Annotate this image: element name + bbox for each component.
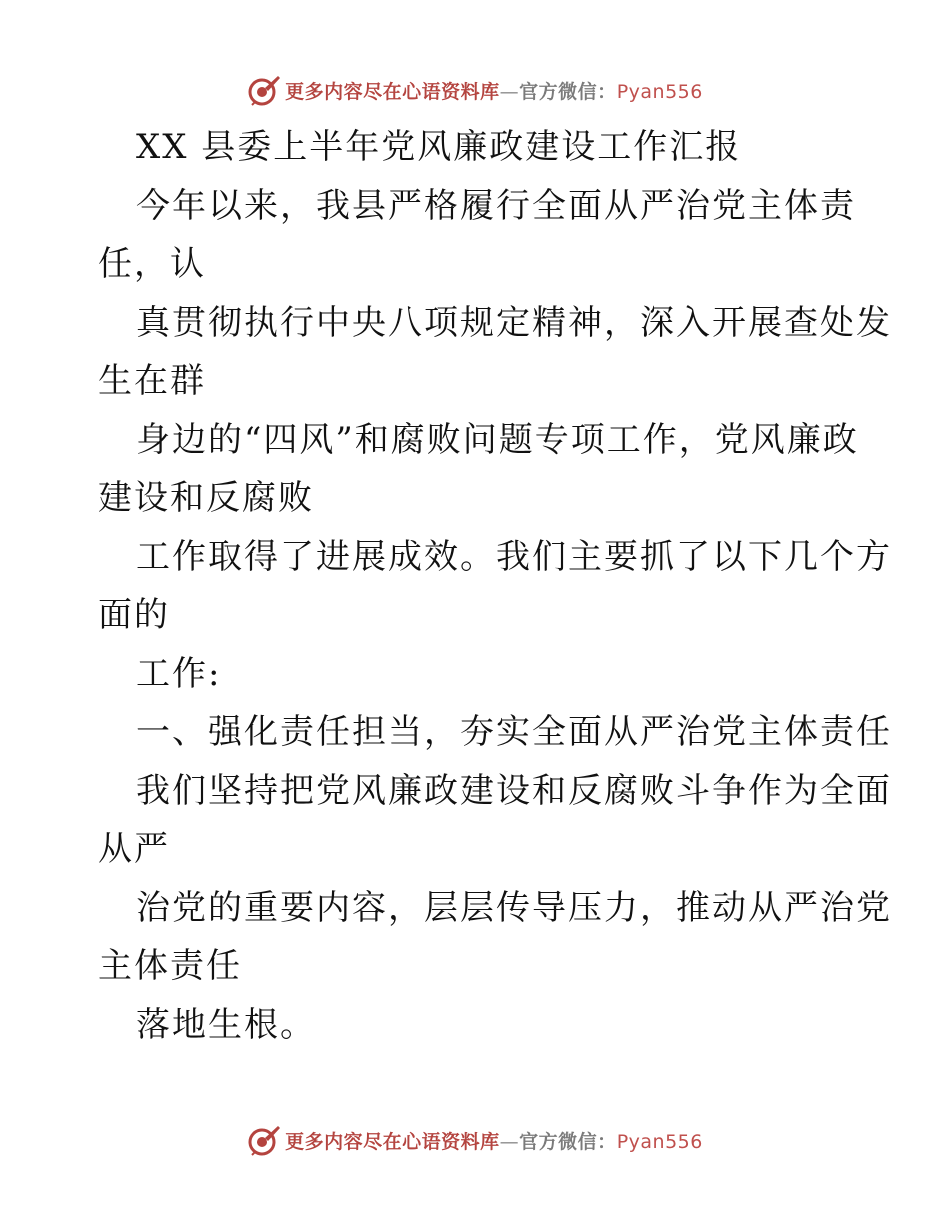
paragraph-line: 真贯彻执行中央八项规定精神，深入开展查处发 (136, 302, 892, 343)
watermark-wechat-id: Pyan556 (616, 1130, 703, 1153)
pen-seal-icon (247, 73, 281, 107)
watermark-dash: — (499, 80, 520, 103)
paragraph-line: 工作取得了进展成效。我们主要抓了以下几个方 (136, 536, 892, 577)
pen-seal-icon (247, 1123, 281, 1157)
watermark-wechat-label: 官方微信： (519, 80, 617, 103)
paragraph-line: 我们坚持把党风廉政建设和反腐败斗争作为全面 (136, 770, 892, 811)
watermark-wechat-id: Pyan556 (616, 80, 703, 103)
watermark-text (285, 77, 703, 104)
paragraph-line: 主体责任 (98, 946, 242, 986)
paragraph-line: 建设和反腐败 (98, 478, 314, 518)
document-body (98, 118, 892, 1054)
watermark-text (285, 1127, 703, 1154)
paragraph-line: 生在群 (98, 361, 206, 401)
watermark-wechat-label: 官方微信： (519, 1130, 617, 1153)
footer-watermark (0, 1120, 950, 1160)
paragraph-line: 今年以来，我县严格履行全面从严治党主体责 (136, 185, 856, 226)
paragraph-line: 治党的重要内容，层层传导压力，推动从严治党 (136, 887, 892, 928)
paragraph-line: 一、强化责任担当，夯实全面从严治党主体责任 (136, 712, 892, 752)
document-title: XX 县委上半年党风廉政建设工作汇报 (136, 127, 742, 167)
watermark-site: 更多内容尽在心语资料库 (285, 1130, 500, 1153)
watermark-site: 更多内容尽在心语资料库 (285, 80, 500, 103)
paragraph-line: 落地生根。 (136, 1004, 316, 1045)
paragraph-line: 工作: (136, 653, 222, 694)
header-watermark (0, 70, 950, 110)
paragraph-line: 面的 (98, 595, 170, 635)
paragraph-line: 身边的“四风”和腐败问题专项工作，党风廉政 (136, 419, 859, 460)
paragraph-line: 从严 (98, 829, 170, 869)
watermark-dash: — (499, 1130, 520, 1153)
paragraph-line: 任，认 (98, 244, 206, 284)
